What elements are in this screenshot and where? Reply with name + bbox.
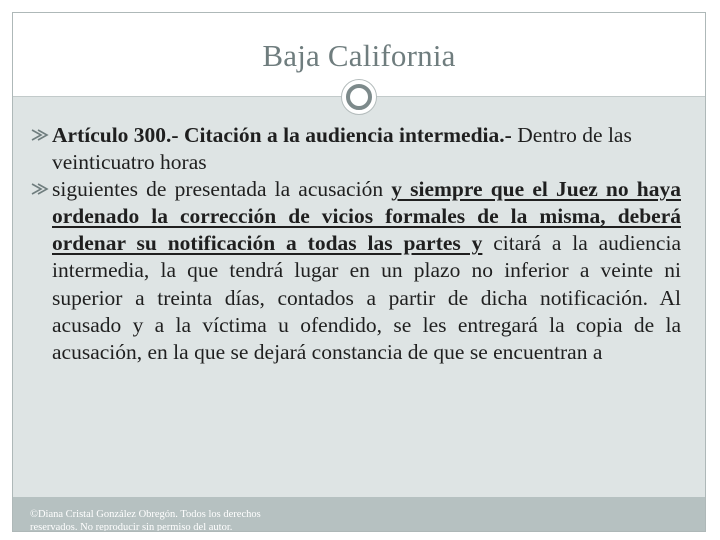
ring-inner xyxy=(346,84,372,110)
body-underlined-text: y siempre que el Juez no haya ordenado la corrección de vicios formales de la misma, deberá ordenar su notificación a todas las partes y xyxy=(52,177,681,256)
arrow-bullet-icon xyxy=(30,127,50,143)
body-text-after: citará a la audiencia intermedia, la que tendrá lugar en un plazo no inferior a veinte ni superior a treinta días, contados a partir de dicha notificación. Al acusado y a la víctima u ofendido, se les entregará la copia de la acusación, en la que se dejará constancia de que se encuentran a xyxy=(52,231,681,364)
slide-content xyxy=(30,122,681,366)
slide-title: Baja California xyxy=(262,38,456,73)
article-heading: Artículo 300.- Citación a la audiencia intermedia.- xyxy=(52,123,512,147)
body-text-before: siguientes de presentada la acusación xyxy=(52,177,392,202)
paragraph-body xyxy=(30,176,681,366)
paragraph-article xyxy=(30,122,681,176)
arrow-bullet-icon xyxy=(30,181,50,197)
article-intro: Dentro de las veinticuatro horas xyxy=(52,123,632,175)
decorative-ring-icon xyxy=(341,79,377,115)
footer-copyright: ©Diana Cristal González Obregón. Todos los derechos reservados. No reproducir sin permiso del autor. xyxy=(30,509,261,531)
